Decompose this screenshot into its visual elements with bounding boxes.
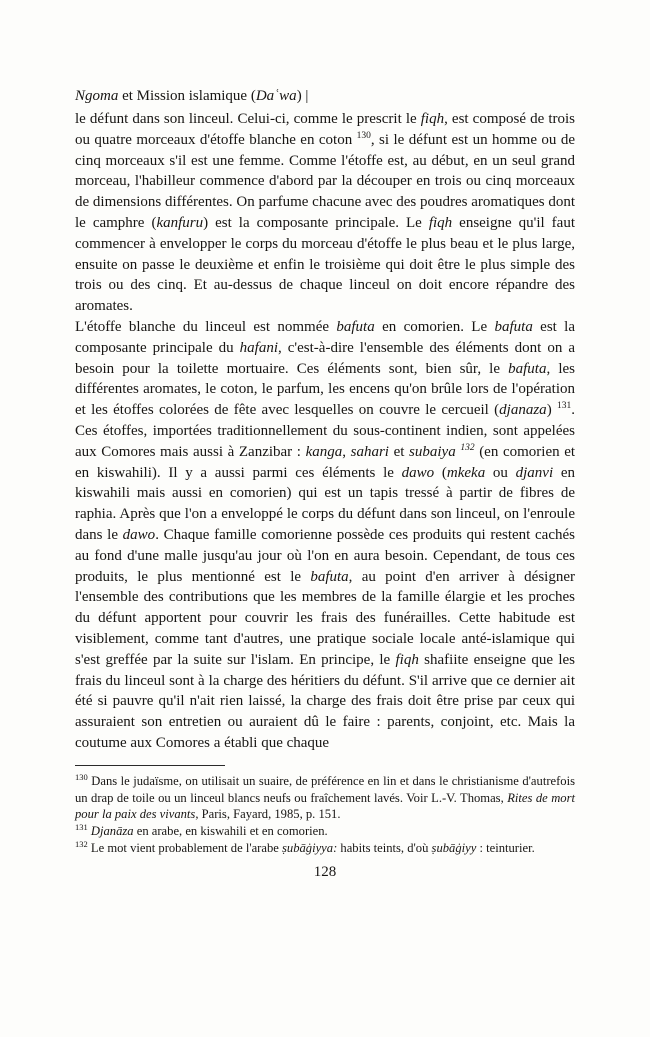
page-number: 128 xyxy=(313,863,337,880)
paragraph-1: le défunt dans son linceul. Celui-ci, comme le prescrit le fiqh, est composé de trois ou quatre morceaux d'étoffe blanche en coton $^{130}$, si le défunt est un homme ou de cinq morceaux s'il est une femme. Comme l'étoffe est, au début, en un seul grand morceau, l'habilleur commence d'abord par la découper en trois ou cinq morceaux de dimensions différentes. On parfume chacune avec des poudres aromatiques dont le camphre (kanfuru) est la composante principale. Le fiqh enseigne qu'il faut commencer à envelopper le corps du morceau d'étoffe le plus beau et le plus large, ensuite on passe le deuxième et enfin le troisième qui doit être le plus simple des trois ou des cinq. Et au-dessus de chaque linceul on doit encore répandre des aromates. xyxy=(75,111,575,315)
body-text xyxy=(75,109,575,754)
paragraph-2: L'étoffe blanche du linceul est nommée bafuta en comorien. Le bafuta est la composante principale du hafani, c'est-à-dire l'ensemble des éléments dont on a besoin pour la toilette mortuaire. Ces éléments sont, bien sûr, le bafuta, les différentes aromates, le coton, le parfum, les encens qu'on brûle lors de l'opération et les étoffes colorées de fête avec lesquelles on couvre le cercueil (djanaza) $^{131}$. Ces étoffes, importées traditionnellement du sous-continent indien, sont appelées aux Comores mais aussi à Zanzibar : kanga, sahari et subaiya $^{132}$ (en comorien et en kiswahili). Il y a aussi parmi ces éléments le dawo (mkeka ou djanvi en kiswahili mais aussi en comorien) qui est un tapis tressé à partir de fibres de raphia. Après que l'on a enveloppé le corps du défunt dans son linceul, on l'enroule dans le dawo. Chaque famille comorienne possède ces produits qui restent cachés au fond d'une malle jusqu'au jour où l'on en aura besoin. Cependant, de tous ces produits, le plus mentionné est le bafuta, au point d'en arriver à désigner l'ensemble des contributions que les membres de la famille élargie et les proches du défunt apportent pour couvrir les frais des funérailles. Cette habitude est visiblement, comme tant d'autres, une pratique sociale locale anté-islamique qui s'est greffée par la suite sur l'islam. En principe, le fiqh shafiite enseigne que les frais du linceul sont à la charge des héritiers du défunt. S'il arrive que ce dernier ait été si pauvre qu'il n'ait rien laissé, la charge des frais doit être prise par ceux qui assuraient son entretien ou auraient dû le faire : parents, conjoint, etc. Mais la coutume aux Comores a établi que chaque xyxy=(75,318,576,751)
footnote-131: $^{131}$ Djanāza en arabe, en kiswahili et en comorien. xyxy=(75,821,328,839)
footnote-132: $^{132}$ Le mot vient probablement de l'arabe ṣubāġiyya: habits teints, d'où ṣubāġiyy : teinturier. xyxy=(75,838,535,855)
running-header: Ngoma et Mission islamique (Daʿwa) | xyxy=(75,88,309,104)
footnotes xyxy=(75,773,575,857)
footnote-separator xyxy=(75,765,225,766)
footnote-130: $^{130}$ Dans le judaïsme, on utilisait un suaire, de préférence en lin et dans le christianisme d'autrefois un drap de toile ou un linceul blancs neufs ou fraîchement lavés. Voir L.-V. Thomas, Rites de mort pour la paix des vivants, Paris, Fayard, 1985, p. 151. xyxy=(75,771,575,822)
